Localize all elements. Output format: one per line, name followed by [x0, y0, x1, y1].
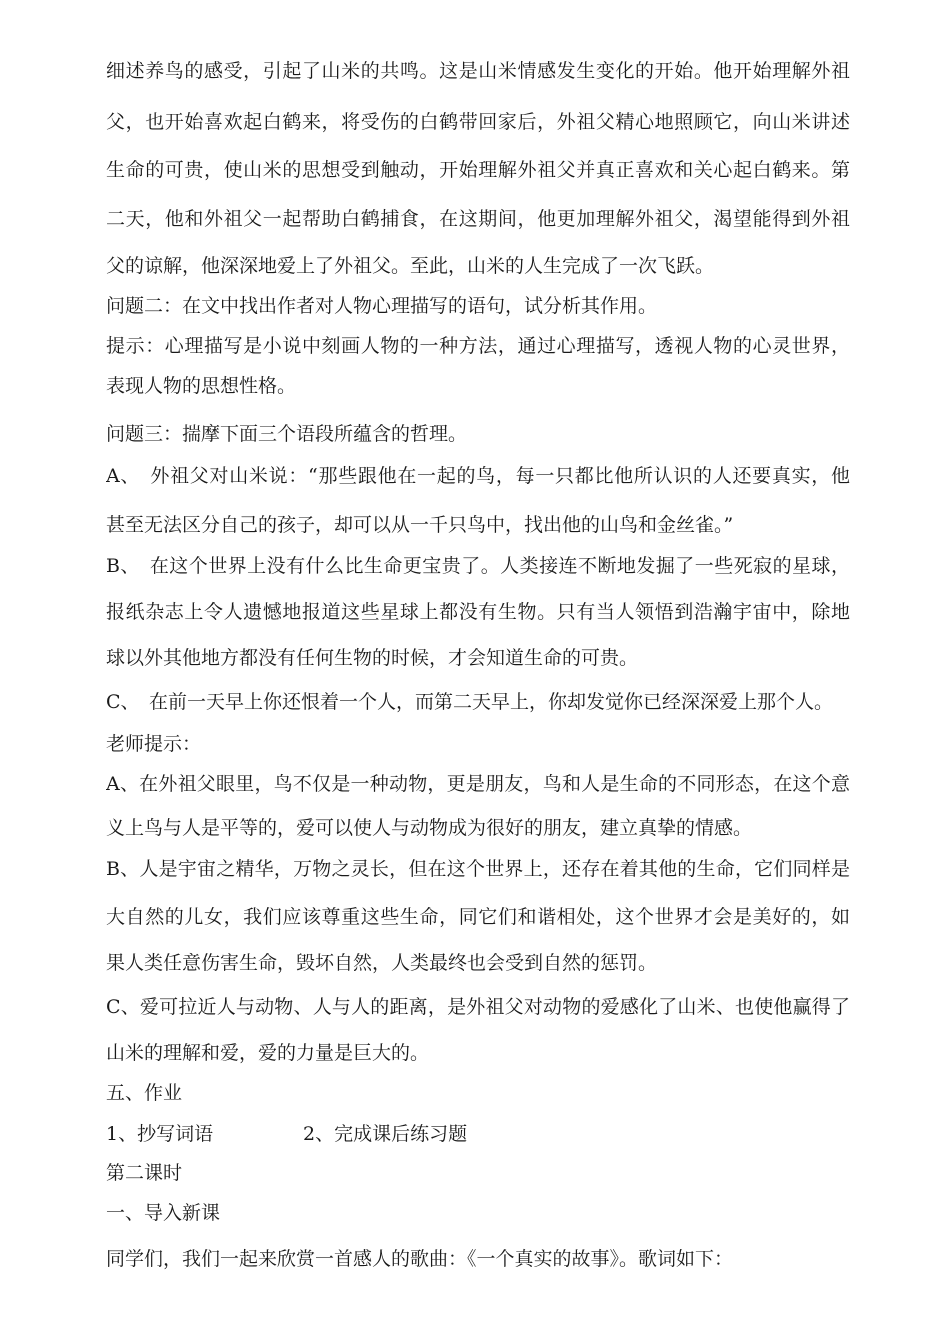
section-homework-title: 五、作业 — [106, 1082, 183, 1104]
passage-c-line: C、 在前一天早上你还恨着一个人，而第二天早上，你却发觉你已经深深爱上那个人。 — [106, 691, 834, 713]
homework-item-2: 2、完成课后练习题 — [303, 1123, 468, 1145]
passage-a-line: 甚至无法区分自己的孩子，却可以从一千只鸟中，找出他的山鸟和金丝雀。” — [106, 514, 734, 536]
lesson-two-title: 第二课时 — [106, 1162, 183, 1184]
teacher-hint-title: 老师提示： — [106, 733, 202, 755]
passage-b-line: B、 在这个世界上没有什么比生命更宝贵了。人类接连不断地发掘了一些死寂的星球， — [106, 555, 850, 577]
homework-item-1: 1、抄写词语 — [106, 1123, 214, 1145]
passage-a-line: A、 外祖父对山米说：“那些跟他在一起的鸟，每一只都比他所认识的人还要真实，他 — [106, 465, 850, 487]
teacher-hint-b-line: B、人是宇宙之精华，万物之灵长，但在这个世界上，还存在着其他的生命，它们同样是 — [106, 858, 850, 880]
teacher-hint-a-line: A、在外祖父眼里，鸟不仅是一种动物，更是朋友，鸟和人是生命的不同形态，在这个意 — [106, 773, 850, 795]
teacher-hint-b-line: 大自然的儿女，我们应该尊重这些生命，同它们和谐相处，这个世界才会是美好的，如 — [106, 906, 850, 928]
paragraph-line: 生命的可贵，使山米的思想受到触动，开始理解外祖父并真正喜欢和关心起白鹤来。第 — [106, 159, 850, 181]
teacher-hint-b-line: 果人类任意伤害生命，毁坏自然，人类最终也会受到自然的惩罚。 — [106, 952, 658, 974]
paragraph-line: 细述养鸟的感受，引起了山米的共鸣。这是山米情感发生变化的开始。他开始理解外祖 — [106, 60, 850, 82]
question-two: 问题二：在文中找出作者对人物心理描写的语句，试分析其作用。 — [106, 295, 658, 317]
teacher-hint-c-line: 山米的理解和爱，爱的力量是巨大的。 — [106, 1042, 430, 1064]
paragraph-line: 二天，他和外祖父一起帮助白鹤捕食，在这期间，他更加理解外祖父，渴望能得到外祖 — [106, 208, 850, 230]
question-three: 问题三：揣摩下面三个语段所蕴含的哲理。 — [106, 423, 468, 445]
teacher-hint-a-line: 义上鸟与人是平等的，爱可以使人与动物成为很好的朋友，建立真挚的情感。 — [106, 817, 753, 839]
teacher-hint-c-line: C、爱可拉近人与动物、人与人的距离，是外祖父对动物的爱感化了山米、也使他赢得了 — [106, 996, 850, 1018]
section-intro-title: 一、导入新课 — [106, 1202, 221, 1224]
passage-b-line: 球以外其他地方都没有任何生物的时候，才会知道生命的可贵。 — [106, 647, 639, 669]
paragraph-line: 父，也开始喜欢起白鹤来，将受伤的白鹤带回家后，外祖父精心地照顾它，向山米讲述 — [106, 111, 850, 133]
hint-line: 提示：心理描写是小说中刻画人物的一种方法，通过心理描写，透视人物的心灵世界， — [106, 335, 850, 357]
intro-paragraph: 同学们，我们一起来欣赏一首感人的歌曲：《一个真实的故事》。歌词如下： — [106, 1248, 734, 1270]
paragraph-line: 父的谅解，他深深地爱上了外祖父。至此，山米的人生完成了一次飞跃。 — [106, 255, 715, 277]
passage-b-line: 报纸杂志上令人遗憾地报道这些星球上都没有生物。只有当人领悟到浩瀚宇宙中，除地 — [106, 601, 850, 623]
hint-line: 表现人物的思想性格。 — [106, 375, 297, 397]
